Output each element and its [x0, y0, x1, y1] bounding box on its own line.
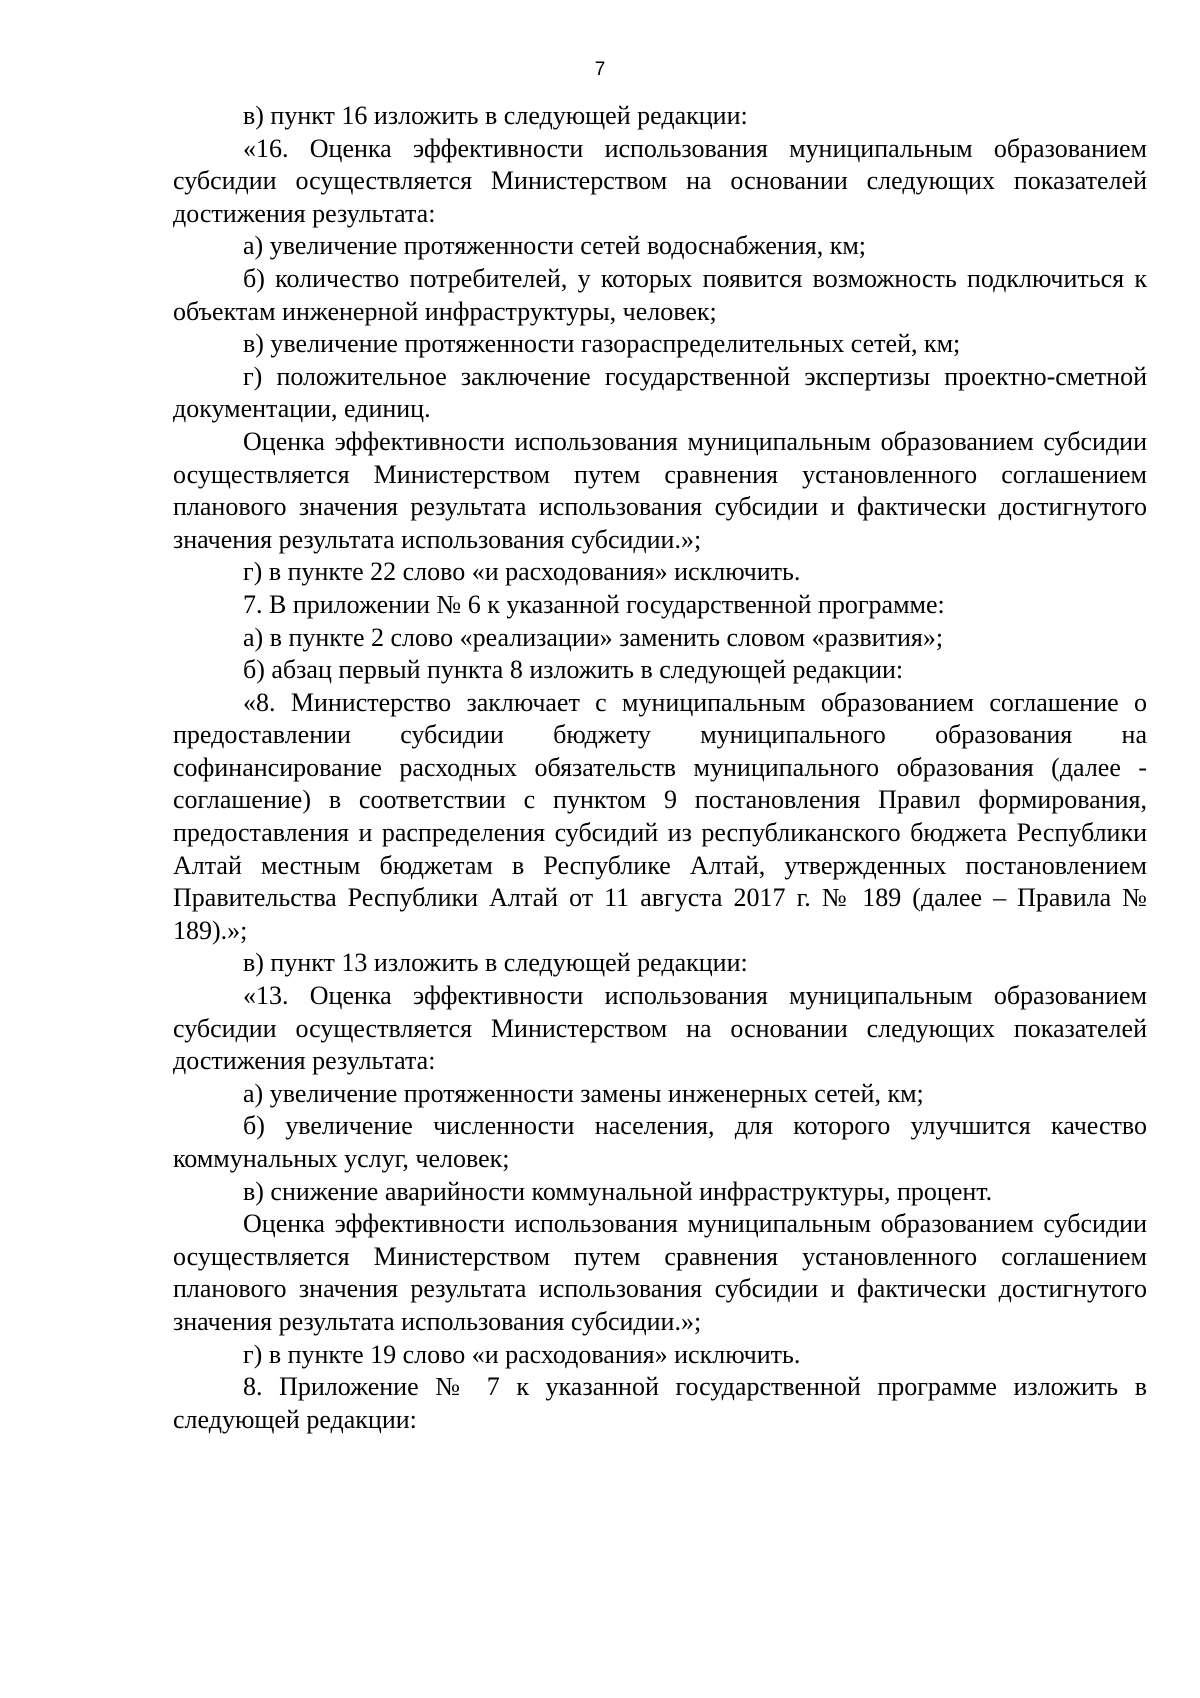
paragraph: Оценка эффективности использования муниципальным образованием субсидии осуществляется Министерством путем сравнения установленного соглашением планового значения результата использования субсидии и фактически достигнутого значения результата использования субсидии.»;: [173, 1209, 1147, 1336]
paragraph: б) количество потребителей, у которых появится возможность подключиться к объектам инженерной инфраструктуры, человек;: [173, 263, 1147, 326]
paragraph: в) снижение аварийности коммунальной инфраструктуры, процент.: [243, 1176, 993, 1206]
paragraph: «16. Оценка эффективности использования муниципальным образованием субсидии осуществляется Министерством на основании следующих показателей достижения результата:: [173, 133, 1147, 228]
paragraph: а) увеличение протяженности замены инженерных сетей, км;: [243, 1078, 924, 1108]
paragraph: «13. Оценка эффективности использования муниципальным образованием субсидии осуществляется Министерством на основании следующих показателей достижения результата:: [173, 981, 1147, 1076]
paragraph: а) увеличение протяженности сетей водоснабжения, км;: [243, 231, 867, 261]
paragraph: Оценка эффективности использования муниципальным образованием субсидии осуществляется Министерством путем сравнения установленного соглашением планового значения результата использования субсидии и фактически достигнутого значения результата использования субсидии.»;: [173, 426, 1147, 554]
document-body: [173, 100, 1147, 1436]
paragraph: г) положительное заключение государственной экспертизы проектно-сметной документации, единиц.: [173, 361, 1147, 424]
paragraph: в) увеличение протяженности газораспределительных сетей, км;: [243, 329, 961, 359]
paragraph: «8. Министерство заключает с муниципальным образованием соглашение о предоставлении субсидии бюджету муниципального образования на софинансирование расходных обязательств муниципального образования (далее - соглашение) в соответствии с пунктом 9 постановления Правил формирования, предоставления и распределения субсидий из республиканского бюджета Республики Алтай местным бюджетам в Республике Алтай, утвержденных постановлением Правительства Республики Алтай от 11 августа 2017 г. № 189 (далее – Правила № 189).»;: [173, 687, 1147, 945]
paragraph: в) пункт 16 изложить в следующей редакции:: [243, 101, 748, 130]
paragraph: г) в пункте 19 слово «и расходования» исключить.: [243, 1339, 801, 1369]
paragraph: 8. Приложение № 7 к указанной государственной программе изложить в следующей редакции:: [173, 1372, 1147, 1434]
paragraph: 7. В приложении № 6 к указанной государственной программе:: [243, 589, 945, 619]
paragraph: б) абзац первый пункта 8 изложить в следующей редакции:: [243, 655, 904, 685]
paragraph: в) пункт 13 изложить в следующей редакции:: [243, 948, 748, 978]
paragraph: г) в пункте 22 слово «и расходования» исключить.: [243, 557, 801, 587]
paragraph: а) в пункте 2 слово «реализации» заменить словом «развития»;: [243, 622, 944, 652]
page-number: 7: [594, 59, 606, 80]
paragraph: б) увеличение численности населения, для которого улучшится качество коммунальных услуг, человек;: [173, 1111, 1147, 1173]
